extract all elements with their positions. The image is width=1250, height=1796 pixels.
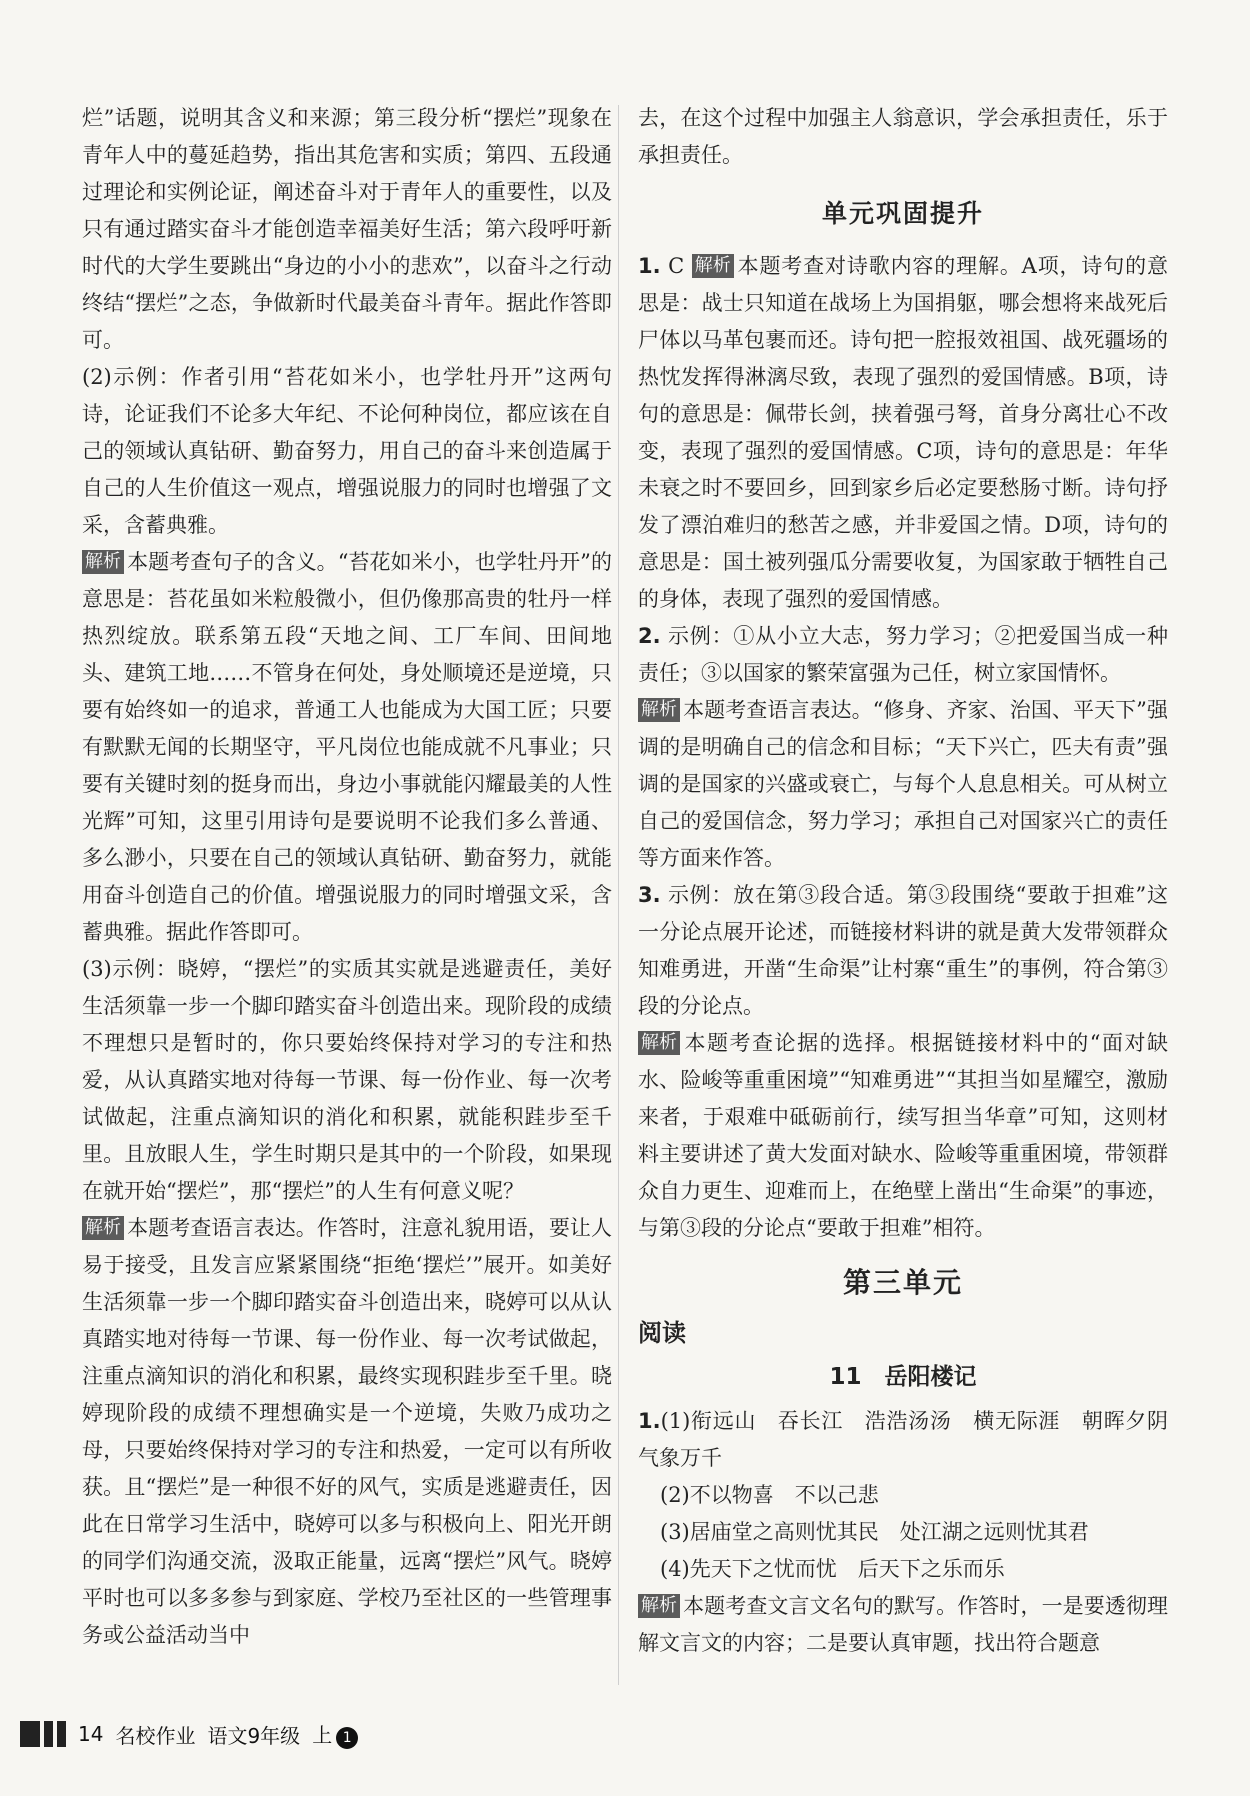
lesson-q1-line2: (2)不以物喜 不以己悲	[660, 1483, 879, 1507]
analysis-tag: 解析	[638, 1594, 680, 1618]
reading-heading: 阅读	[638, 1319, 686, 1347]
lesson-q1-line3: (3)居庙堂之高则忧其民 处江湖之远则忧其君	[660, 1520, 1089, 1544]
answer-continued-paragraph: 烂”话题，说明其含义和来源；第三段分析“摆烂”现象在青年人中的蔓延趋势，指出其危害和实质；第四、五段通过理论和实例论证，阐述奋斗对于青年人的重要性，以及只有通过踏实奋斗才能创造幸福美好生活；第六段呼吁新时代的大学生要跳出“身边的小小的悲欢”，以奋斗之行动终结“摆烂”之态，争做新时代最美奋斗青年。据此作答即可。	[82, 106, 612, 352]
right-column	[638, 100, 1189, 1662]
brand-name: 名校作业	[115, 1723, 196, 1748]
lesson-q1-line1	[638, 1403, 1189, 1477]
page-footer	[20, 1716, 358, 1752]
volume-label: 上	[312, 1723, 333, 1747]
lesson-q1-line4: (4)先天下之忧而忧 后天下之乐而乐	[660, 1557, 1005, 1581]
q2-analysis-text: 本题考查句子的含义。“苔花如米小，也学牡丹开”的意思是：苔花虽如米粒般微小，但仍像那高贵的牡丹一样热烈绽放。联系第五段“天地之间、工厂车间、田间地头、建筑工地……不管身在何处，身处顺境还是逆境，只要有始终如一的追求，普通工人也能成为大国工匠；只要有默默无闻的长期坚守，平凡岗位也能成就不凡事业；只要有关键时刻的挺身而出，身边小事就能闪耀最美的人性光辉”可知，这里引用诗句是要说明不论我们多么普通、多么渺小，只要在自己的领域认真钻研、勤奋努力，就能用奋斗创造自己的价值。增强说服力的同时增强文采，含蓄典雅。据此作答即可。	[82, 550, 612, 944]
item-number: 2.	[638, 624, 661, 648]
analysis-tag: 解析	[638, 698, 680, 722]
column-divider	[618, 105, 619, 1685]
item-number: 1.	[638, 254, 661, 278]
item-2-answer	[638, 618, 1168, 692]
lesson-title: 11 岳阳楼记	[829, 1364, 977, 1390]
analysis-tag: 解析	[82, 1216, 124, 1240]
q3-answer: (3)示例：晓婷，“摆烂”的实质其实就是逃避责任，美好生活须靠一步一个脚印踏实奋斗创造出来。现阶段的成绩不理想只是暂时的，你只要始终保持对学习的专注和热爱，从认真踏实地对待每一节课、每一份作业、每一次考试做起，注重点滴知识的消化和积累，就能积跬步至千里。且放眼人生，学生时期只是其中的一个阶段，如果现在就开始“摆烂”，那“摆烂”的人生有何意义呢？	[82, 957, 612, 1203]
q1-sub1: (1)衔远山 吞长江 浩浩汤汤 横无际涯 朝晖夕阴 气象万千	[638, 1409, 1189, 1470]
page-number: 14	[78, 1722, 104, 1746]
bars-icon	[20, 1721, 66, 1747]
volume	[312, 1719, 358, 1749]
item-number: 3.	[638, 883, 661, 907]
section-title: 单元巩固提升	[821, 199, 984, 228]
analysis-tag: 解析	[638, 1031, 680, 1055]
left-column	[82, 100, 612, 1654]
q3-analysis-text: 本题考查语言表达。作答时，注意礼貌用语，要让人易于接受，且发言应紧紧围绕“拒绝‘摆烂’”展开。如美好生活须靠一步一个脚印踏实奋斗创造出来，晓婷可以从认真踏实地对待每一节课、每一份作业、每一次考试做起，注重点滴知识的消化和积累，最终实现积跬步至千里。晓婷现阶段的成绩不理想确实是一个逆境，失败乃成功之母，只要始终保持对学习的专注和热爱，一定可以有所收获。且“摆烂”是一种很不好的风气，实质是逃避责任，因此在日常学习生活中，晓婷可以多与积极向上、阳光开朗的同学们沟通交流，汲取正能量，远离“摆烂”风气。晓婷平时也可以多多参与到家庭、学校乃至社区的一些管理事务或公益活动当中	[82, 1216, 612, 1647]
analysis-tag: 解析	[692, 254, 734, 278]
q1-analysis-text: 本题考查文言文名句的默写。作答时，一是要透彻理解文言文的内容；二是要认真审题，找出符合题意	[638, 1594, 1168, 1655]
item-analysis: 本题考查语言表达。“修身、齐家、治国、平天下”强调的是明确自己的信念和目标；“天下兴亡，匹夫有责”强调的是国家的兴盛或衰亡，与每个人息息相关。可从树立自己的爱国信念，努力学习；承担自己对国家兴亡的责任等方面来作答。	[638, 698, 1168, 870]
item-analysis: 本题考查对诗歌内容的理解。A项，诗句的意思是：战士只知道在战场上为国捐躯，哪会想将来战死后尸体以马革包裹而还。诗句把一腔报效祖国、战死疆场的热忱发挥得淋漓尽致，表现了强烈的爱国情感。B项，诗句的意思是：佩带长剑，挟着强弓弩，首身分离壮心不改变，表现了强烈的爱国情感。C项，诗句的意思是：年华未衰之时不要回乡，回到家乡后必定要愁肠寸断。诗句抒发了漂泊难归的愁苦之感，并非爱国之情。D项，诗句的意思是：国土被列强瓜分需要收复，为国家敢于牺牲自己的身体，表现了强烈的爱国情感。	[638, 254, 1168, 611]
item-answer: C	[668, 254, 685, 278]
item-3-analysis	[638, 1025, 1168, 1247]
analysis-tag: 解析	[82, 550, 124, 574]
volume-circle-icon: 1	[336, 1727, 358, 1749]
lesson-q1-analysis	[638, 1588, 1168, 1662]
subject-grade: 语文9年级	[207, 1723, 301, 1748]
q3-analysis	[82, 1210, 612, 1654]
item-1-answer	[638, 248, 1168, 618]
item-analysis: 本题考查论据的选择。根据链接材料中的“面对缺水、险峻等重重困境”“知难勇进”“其担当如星耀空，激励来者，于艰难中砥砺前行，续写担当华章”可知，这则材料主要讲述了黄大发面对缺水、险峻等重重困境，带领群众自力更生、迎难而上，在绝壁上凿出“生命渠”的事迹，与第③段的分论点“要敢于担难”相符。	[638, 1031, 1168, 1240]
item-2-analysis	[638, 692, 1168, 877]
q2-answer: (2)示例：作者引用“苔花如米小，也学牡丹开”这两句诗，论证我们不论多大年纪、不论何种岗位，都应该在自己的领域认真钻研、勤奋努力，用自己的奋斗来创造属于自己的人生价值这一观点，增强说服力的同时也增强了文采，含蓄典雅。	[82, 365, 612, 537]
item-number: 1.	[638, 1409, 661, 1433]
q2-analysis	[82, 544, 612, 951]
item-answer: 示例：①从小立大志，努力学习；②把爱国当成一种责任；③以国家的繁荣富强为己任，树立家国情怀。	[638, 624, 1168, 685]
item-3-answer	[638, 877, 1168, 1025]
unit-title: 第三单元	[842, 1266, 963, 1299]
item-answer: 示例：放在第③段合适。第③段围绕“要敢于担难”这一分论点展开论述，而链接材料讲的就是黄大发带领群众知难勇进，开凿“生命渠”让村寨“重生”的事例，符合第③段的分论点。	[638, 883, 1168, 1018]
answer-continued-right: 去，在这个过程中加强主人翁意识，学会承担责任，乐于承担责任。	[638, 106, 1168, 167]
